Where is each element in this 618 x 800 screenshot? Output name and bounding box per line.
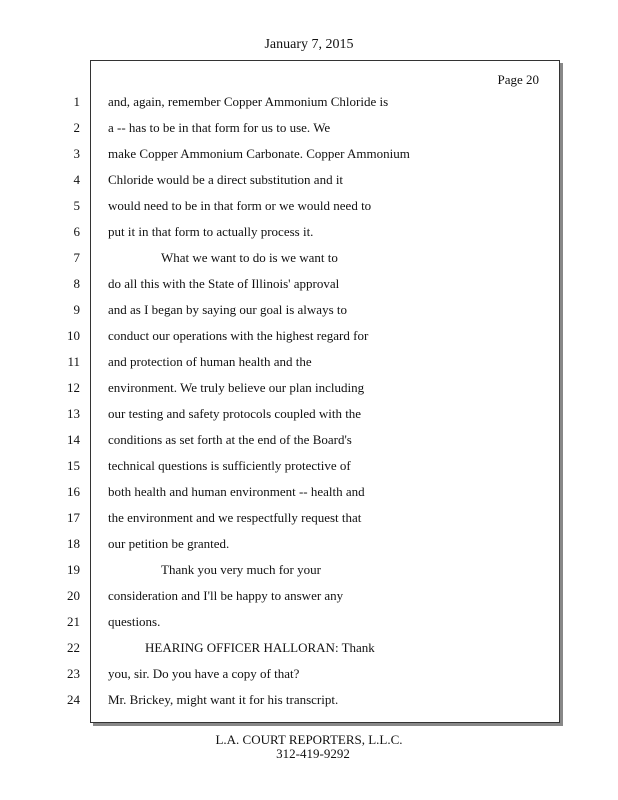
transcript-line	[0, 505, 618, 531]
header-date: January 7, 2015	[264, 37, 354, 52]
line-number: 23	[67, 666, 80, 681]
line-text: our petition be granted.	[108, 536, 230, 551]
line-number: 19	[67, 562, 80, 577]
transcript-line	[0, 193, 618, 219]
transcript-line	[0, 479, 618, 505]
transcript-line	[0, 141, 618, 167]
line-number: 20	[67, 588, 80, 603]
line-text: and protection of human health and the	[108, 354, 312, 369]
transcript-line	[0, 271, 618, 297]
transcript-line	[0, 245, 618, 271]
line-number: 2	[73, 120, 80, 135]
line-text: would need to be in that form or we would need to	[108, 198, 372, 213]
line-text: environment. We truly believe our plan including	[108, 380, 365, 395]
line-text: consideration and I'll be happy to answer any	[108, 588, 344, 603]
line-number: 14	[67, 432, 80, 447]
line-text: conduct our operations with the highest regard for	[108, 328, 369, 343]
line-text: our testing and safety protocols coupled with the	[108, 406, 362, 421]
line-number: 11	[67, 354, 80, 369]
line-text: technical questions is sufficiently protective of	[108, 458, 351, 473]
transcript-line	[0, 583, 618, 609]
line-text: HEARING OFFICER HALLORAN: Thank	[145, 640, 375, 655]
line-text: Mr. Brickey, might want it for his transcript.	[108, 692, 339, 707]
transcript-line	[0, 349, 618, 375]
footer-phone: 312-419-9292	[276, 746, 350, 761]
transcript-line	[0, 635, 618, 661]
line-text: put it in that form to actually process it.	[108, 224, 314, 239]
line-number: 7	[73, 250, 80, 265]
transcript-line	[0, 297, 618, 323]
line-text: What we want to do is we want to	[161, 250, 338, 265]
line-number: 8	[73, 276, 80, 291]
transcript-line	[0, 219, 618, 245]
line-text: Chloride would be a direct substitution and it	[108, 172, 344, 187]
line-text: and, again, remember Copper Ammonium Chloride is	[108, 94, 389, 109]
line-text: the environment and we respectfully request that	[108, 510, 362, 525]
line-number: 4	[73, 172, 80, 187]
line-number: 22	[67, 640, 80, 655]
transcript-line	[0, 89, 618, 115]
transcript-line	[0, 557, 618, 583]
line-number: 15	[67, 458, 80, 473]
transcript-line	[0, 609, 618, 635]
footer	[0, 733, 618, 761]
line-number: 21	[67, 614, 80, 629]
line-number: 6	[73, 224, 80, 239]
transcript-line	[0, 167, 618, 193]
page-number: Page 20	[497, 72, 539, 87]
line-text: Thank you very much for your	[161, 562, 321, 577]
line-number: 3	[73, 146, 80, 161]
line-text: you, sir. Do you have a copy of that?	[108, 666, 300, 681]
line-number: 24	[67, 692, 80, 707]
transcript-line	[0, 427, 618, 453]
line-number: 9	[73, 302, 80, 317]
transcript-line	[0, 323, 618, 349]
transcript-line	[0, 687, 618, 713]
line-text: and as I began by saying our goal is always to	[108, 302, 348, 317]
line-text: do all this with the State of Illinois' approval	[108, 276, 340, 291]
line-text: both health and human environment -- health and	[108, 484, 365, 499]
line-number: 10	[67, 328, 80, 343]
line-number: 12	[67, 380, 80, 395]
line-number: 13	[67, 406, 80, 421]
line-number: 17	[67, 510, 80, 525]
transcript-line	[0, 401, 618, 427]
transcript-line	[0, 375, 618, 401]
transcript-line	[0, 531, 618, 557]
line-text: a -- has to be in that form for us to use. We	[108, 120, 331, 135]
transcript-line	[0, 661, 618, 687]
line-number: 18	[67, 536, 80, 551]
line-number: 16	[67, 484, 80, 499]
transcript-line	[0, 115, 618, 141]
transcript-line	[0, 453, 618, 479]
line-number: 1	[73, 94, 80, 109]
line-text: conditions as set forth at the end of the Board's	[108, 432, 352, 447]
line-text: make Copper Ammonium Carbonate. Copper Ammonium	[108, 146, 410, 161]
footer-company: L.A. COURT REPORTERS, L.L.C.	[215, 732, 403, 747]
line-number: 5	[73, 198, 80, 213]
line-text: questions.	[108, 614, 161, 629]
